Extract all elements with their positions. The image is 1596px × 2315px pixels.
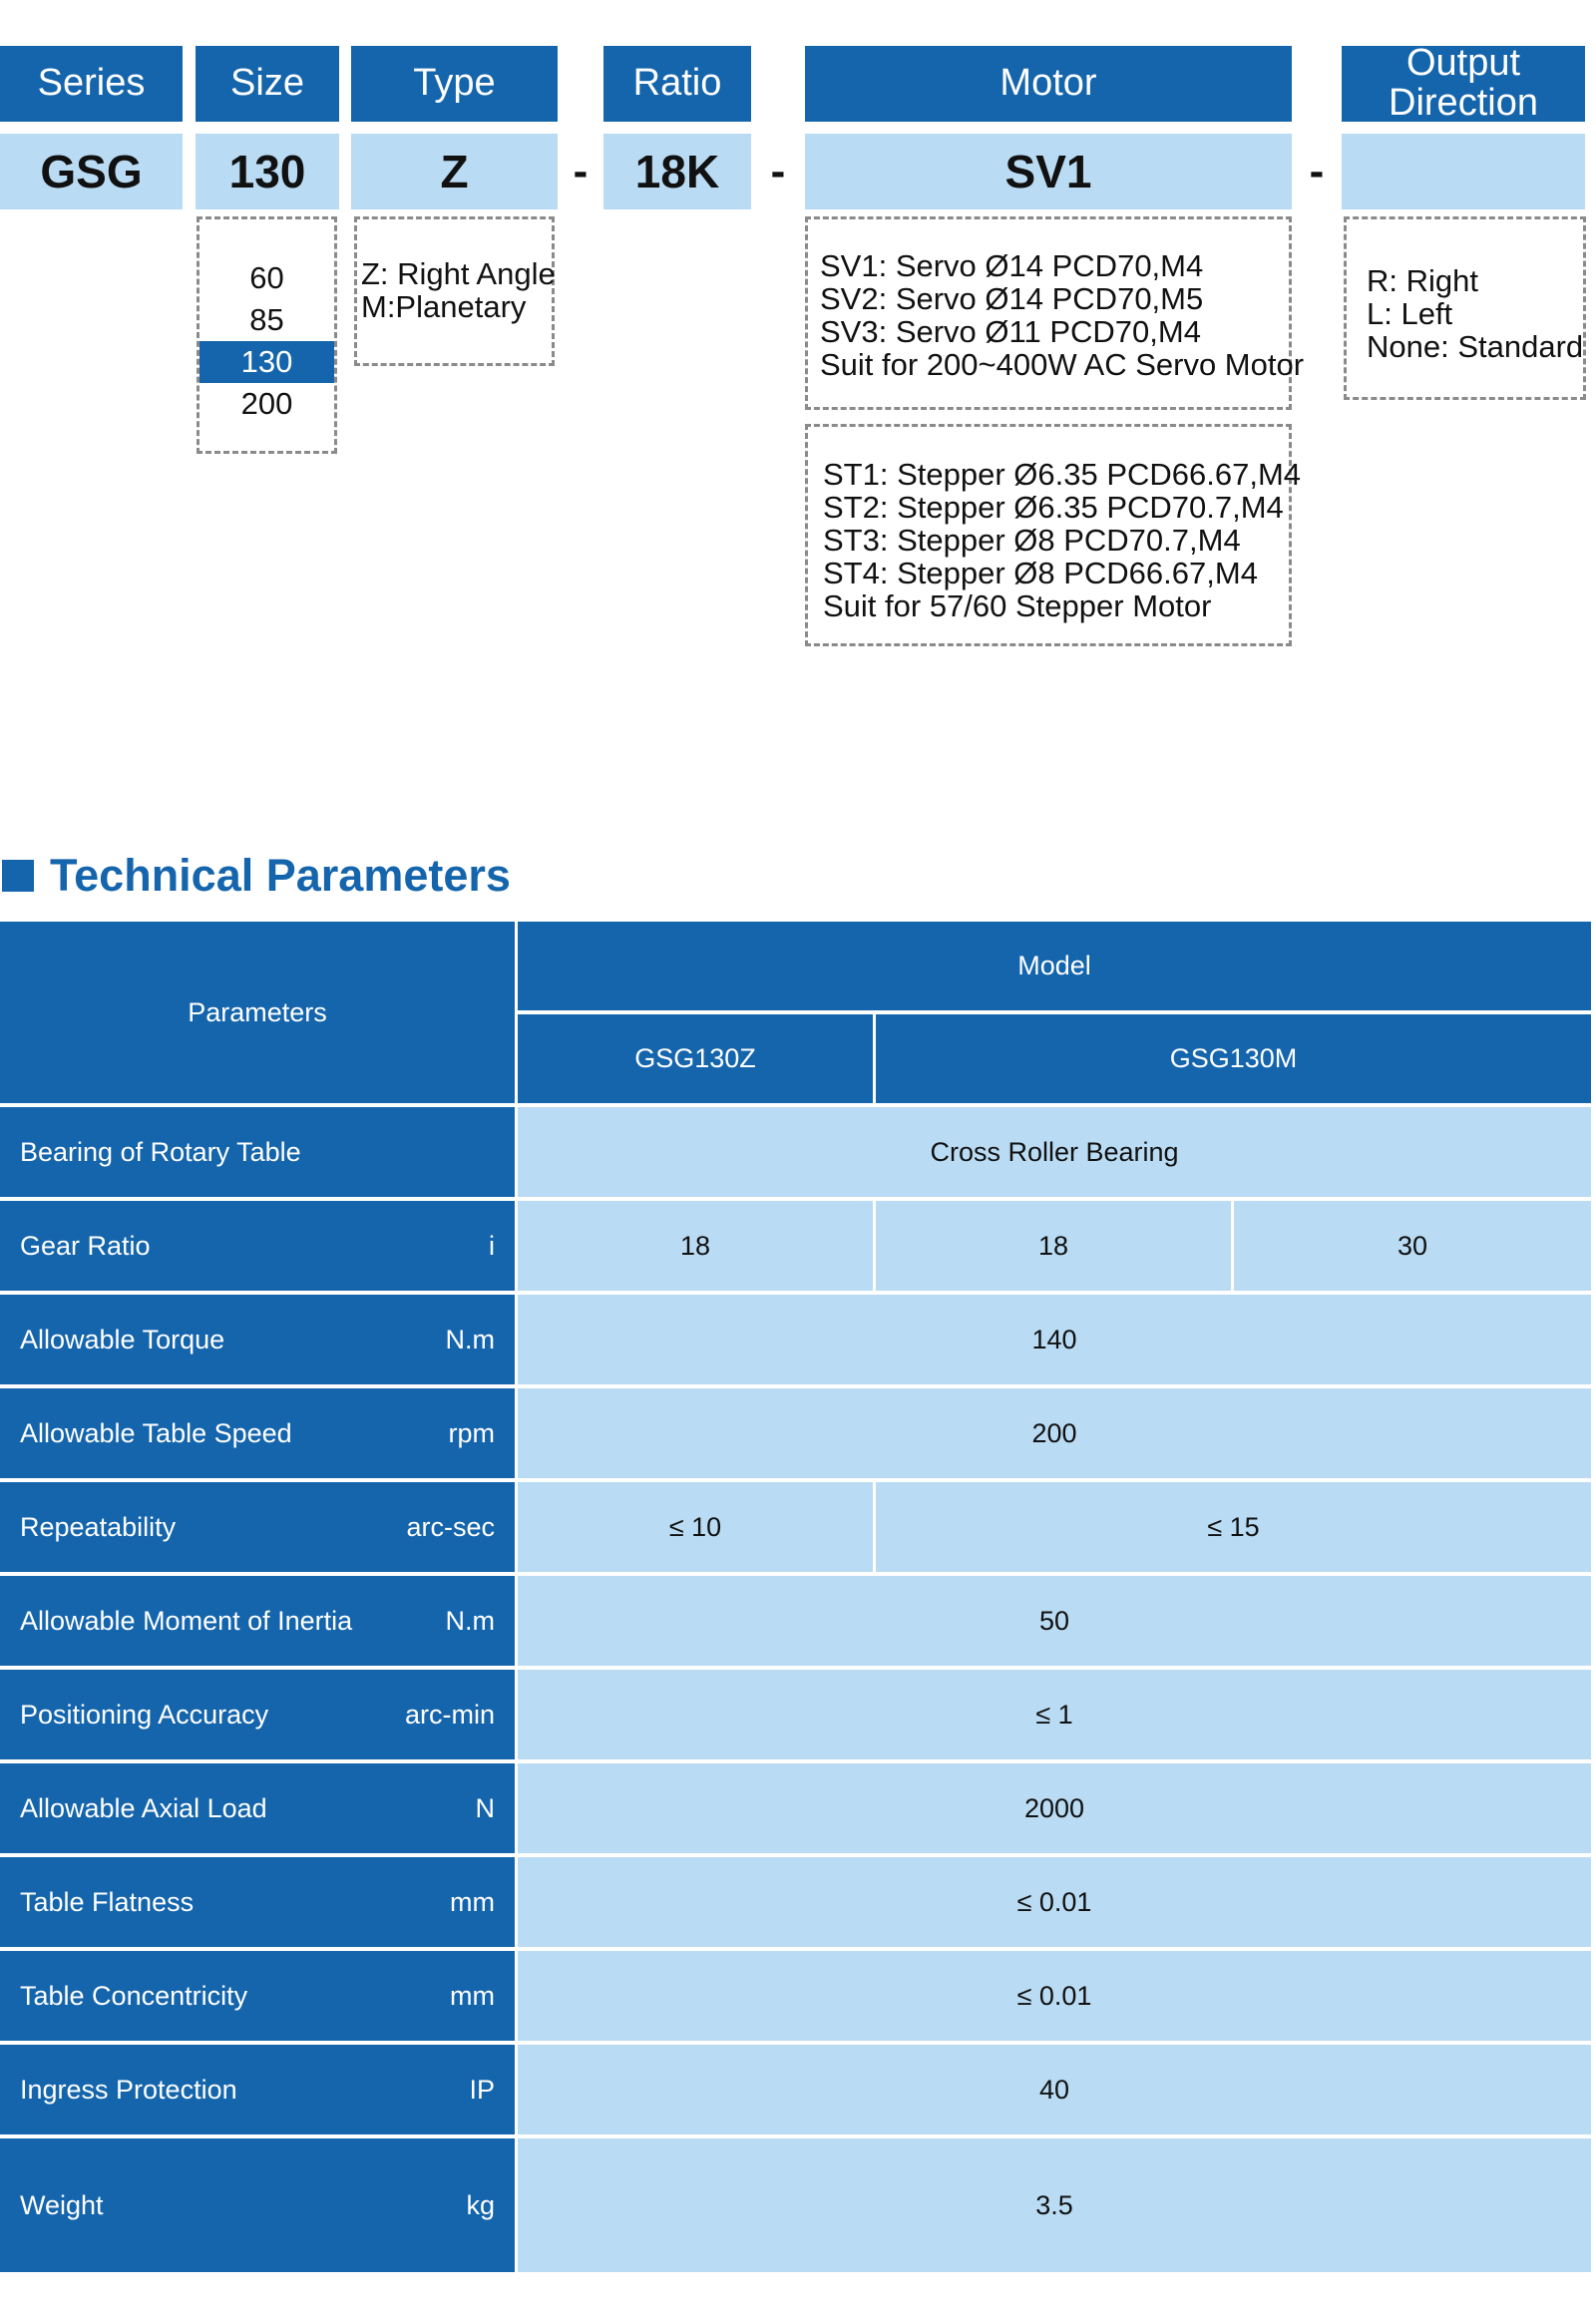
param-name: Table Flatness	[20, 1886, 195, 1917]
param-name: Gear Ratio	[20, 1230, 151, 1261]
parameters-header: Parameters	[0, 922, 515, 1103]
stepper-options-box	[805, 424, 1302, 646]
value-repeatability-z: ≤ 10	[518, 1482, 873, 1572]
servo-option-note: Suit for 200~400W AC Servo Motor	[820, 347, 1305, 382]
output-option: R: Right	[1367, 263, 1478, 298]
size-option: 60	[249, 260, 284, 295]
value-motor: SV1	[805, 134, 1292, 209]
param-name: Bearing of Rotary Table	[20, 1136, 301, 1167]
param-unit: mm	[450, 1980, 495, 2011]
header-output-direction	[1342, 42, 1585, 124]
header-series: Series	[0, 46, 183, 122]
servo-option: SV2: Servo Ø14 PCD70,M5	[820, 281, 1204, 316]
param-label-concentricity	[0, 1951, 515, 2041]
param-unit: rpm	[448, 1417, 495, 1448]
value-size: 130	[196, 134, 339, 209]
param-unit: IP	[469, 2074, 495, 2105]
model-column-gsg130z: GSG130Z	[518, 1014, 873, 1103]
value-axial-load: 2000	[518, 1763, 1591, 1853]
type-option: Z: Right Angle	[361, 256, 556, 291]
size-option: 200	[240, 386, 293, 421]
value-weight: 3.5	[518, 2138, 1591, 2272]
value-gear-ratio-m-2: 30	[1234, 1201, 1591, 1291]
param-label-bearing	[0, 1107, 515, 1197]
size-options-box	[197, 216, 337, 454]
param-label-torque	[0, 1295, 515, 1384]
stepper-option: ST2: Stepper Ø6.35 PCD70.7,M4	[823, 490, 1284, 525]
value-output-direction	[1342, 134, 1585, 209]
value-repeatability-m: ≤ 15	[876, 1482, 1591, 1572]
output-option: None: Standard	[1367, 329, 1584, 364]
separator-dash-1: -	[573, 147, 589, 195]
value-flatness: ≤ 0.01	[518, 1857, 1591, 1947]
type-option: M:Planetary	[361, 289, 527, 324]
value-series: GSG	[0, 134, 183, 209]
param-name: Allowable Moment of Inertia	[20, 1605, 353, 1636]
value-concentricity: ≤ 0.01	[518, 1951, 1591, 2041]
separator-dash-3: -	[1309, 147, 1325, 195]
separator-dash-2: -	[770, 147, 786, 195]
stepper-option: ST3: Stepper Ø8 PCD70.7,M4	[823, 523, 1241, 558]
value-speed: 200	[518, 1388, 1591, 1478]
servo-options-box	[805, 216, 1305, 410]
header-ratio: Ratio	[603, 46, 751, 122]
value-bearing: Cross Roller Bearing	[518, 1107, 1591, 1197]
output-options-box	[1344, 216, 1586, 400]
param-name: Allowable Table Speed	[20, 1417, 292, 1448]
param-unit: N	[475, 1792, 495, 1823]
param-label-weight	[0, 2138, 515, 2272]
param-label-axial-load	[0, 1763, 515, 1853]
value-inertia: 50	[518, 1576, 1591, 1666]
param-unit: arc-sec	[406, 1511, 495, 1542]
type-options-box	[354, 216, 555, 366]
param-label-inertia	[0, 1576, 515, 1666]
header-size: Size	[196, 46, 339, 122]
section-title-marker	[2, 860, 34, 892]
value-positioning: ≤ 1	[518, 1670, 1591, 1759]
param-unit: mm	[450, 1886, 495, 1917]
size-option: 85	[249, 302, 284, 337]
param-label-gear-ratio	[0, 1201, 515, 1291]
header-output-line1: Output	[1405, 42, 1521, 85]
param-unit: kg	[466, 2189, 495, 2220]
value-gear-ratio-m-1: 18	[876, 1201, 1231, 1291]
param-name: Table Concentricity	[20, 1980, 248, 2011]
header-motor: Motor	[805, 46, 1292, 122]
value-gear-ratio-z: 18	[518, 1201, 873, 1291]
stepper-option: ST1: Stepper Ø6.35 PCD66.67,M4	[823, 457, 1302, 492]
section-title: Technical Parameters	[50, 850, 511, 901]
value-ingress: 40	[518, 2045, 1591, 2134]
param-name: Ingress Protection	[20, 2074, 237, 2105]
param-unit: i	[489, 1230, 495, 1261]
param-name: Weight	[20, 2189, 104, 2220]
param-label-repeatability	[0, 1482, 515, 1572]
value-torque: 140	[518, 1295, 1591, 1384]
param-name: Positioning Accuracy	[20, 1699, 269, 1730]
header-output-line2: Direction	[1389, 82, 1538, 124]
param-label-flatness	[0, 1857, 515, 1947]
param-label-ingress	[0, 2045, 515, 2134]
param-label-positioning	[0, 1670, 515, 1759]
output-option: L: Left	[1367, 296, 1453, 331]
value-type: Z	[351, 134, 558, 209]
header-type: Type	[351, 46, 558, 122]
value-ratio: 18K	[603, 134, 751, 209]
param-unit: N.m	[445, 1605, 495, 1636]
stepper-option: ST4: Stepper Ø8 PCD66.67,M4	[823, 556, 1258, 590]
model-header: Model	[518, 922, 1591, 1010]
servo-option: SV3: Servo Ø11 PCD70,M4	[820, 314, 1201, 349]
param-unit: arc-min	[404, 1699, 495, 1730]
param-name: Repeatability	[20, 1511, 177, 1542]
param-label-speed	[0, 1388, 515, 1478]
servo-option: SV1: Servo Ø14 PCD70,M4	[820, 248, 1204, 283]
size-option-selected: 130	[200, 341, 334, 383]
param-name: Allowable Torque	[20, 1324, 225, 1354]
model-column-gsg130m: GSG130M	[876, 1014, 1591, 1103]
param-unit: N.m	[445, 1324, 495, 1354]
stepper-option-note: Suit for 57/60 Stepper Motor	[823, 588, 1212, 623]
param-name: Allowable Axial Load	[20, 1792, 267, 1823]
